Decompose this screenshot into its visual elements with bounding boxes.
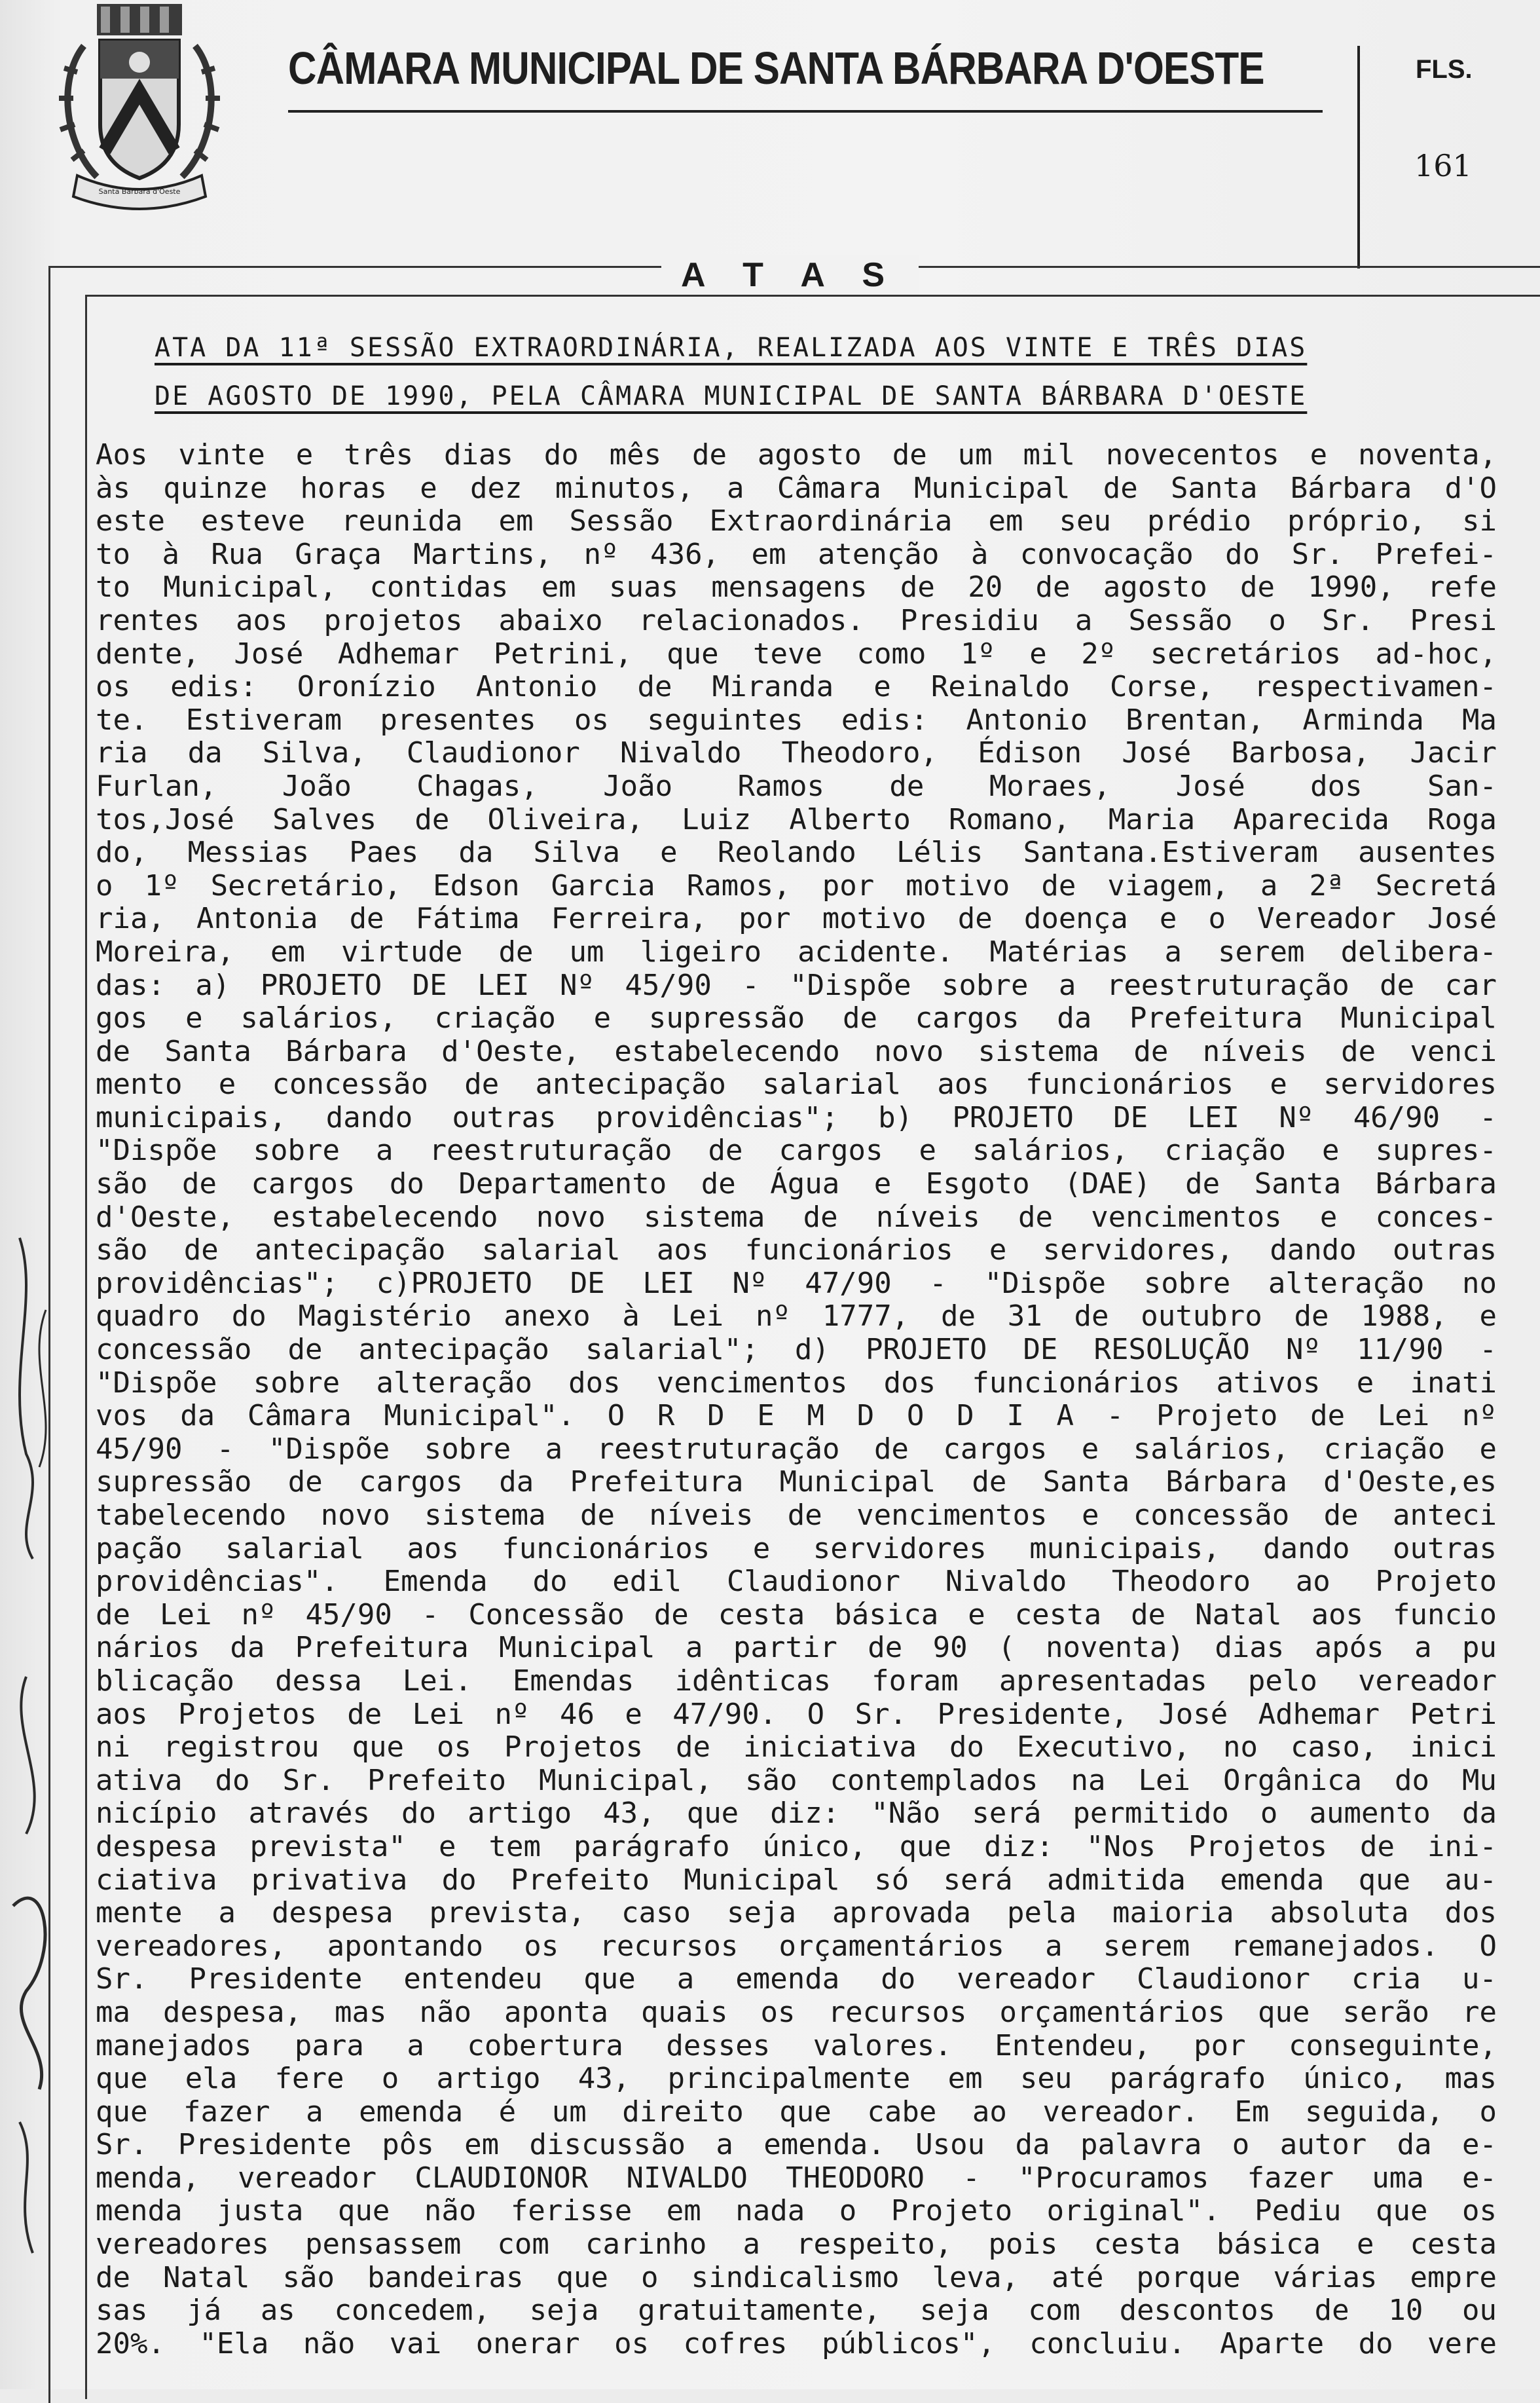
minutes-line: rentes aos projetos abaixo relacionados. Presidiu a Sessão o Sr. Presi — [96, 603, 1497, 637]
minutes-line: ma despesa, mas não aponta quais os recursos orçamentários que serão re — [96, 1995, 1497, 2029]
minutes-line: aos Projetos de Lei nº 46 e 47/90. O Sr. Presidente, José Adhemar Petri — [96, 1697, 1497, 1731]
headline-line-2: DE AGOSTO DE 1990, PELA CÂMARA MUNICIPAL DE SANTA BÁRBARA D'OESTE — [155, 381, 1308, 411]
minutes-line: menda, vereador CLAUDIONOR NIVALDO THEODORO - "Procuramos fazer uma e- — [96, 2161, 1497, 2195]
minutes-line: nários da Prefeitura Municipal a partir de 90 ( noventa) dias após a pu — [96, 1631, 1497, 1665]
minutes-line: ria, Antonia de Fátima Ferreira, por motivo de doença e o Vereador José — [96, 902, 1497, 936]
minutes-line: mento e concessão de antecipação salarial aos funcionários e servidores — [96, 1068, 1497, 1102]
minutes-line: to à Rua Graça Martins, nº 436, em atenção à convocação do Sr. Prefei- — [96, 537, 1497, 571]
svg-text:Santa Bárbara d'Oeste: Santa Bárbara d'Oeste — [98, 187, 181, 196]
section-label: A T A S — [661, 255, 919, 295]
minutes-line: nicípio através do artigo 43, que diz: "Não será permitido o aumento da — [96, 1797, 1497, 1831]
minutes-line: de Natal são bandeiras que o sindicalismo leva, até porque várias empre — [96, 2260, 1497, 2294]
minutes-line: ciativa privativa do Prefeito Municipal só será admitida emenda que au- — [96, 1863, 1497, 1897]
minutes-line: tos,José Salves de Oliveira, Luiz Alberto Romano, Maria Aparecida Roga — [96, 802, 1497, 836]
minutes-line: às quinze horas e dez minutos, a Câmara Municipal de Santa Bárbara d'O — [96, 471, 1497, 505]
minutes-line: que ela fere o artigo 43, principalmente em seu parágrafo único, mas — [96, 2062, 1497, 2096]
minutes-line: quadro do Magistério anexo à Lei nº 1777, de 31 de outubro de 1988, e — [96, 1299, 1497, 1333]
minutes-line: blicação dessa Lei. Emendas idênticas foram apresentadas pelo vereador — [96, 1664, 1497, 1698]
minutes-line: ria da Silva, Claudionor Nivaldo Theodoro, Édison José Barbosa, Jacir — [96, 736, 1497, 770]
minutes-line: tabelecendo novo sistema de níveis de vencimentos e concessão de anteci — [96, 1499, 1497, 1532]
minutes-line: são de antecipação salarial aos funcionários e servidores, dando outras — [96, 1233, 1497, 1267]
minutes-line: ni registrou que os Projetos de iniciativa do Executivo, no caso, inici — [96, 1730, 1497, 1764]
minutes-line: do, Messias Paes da Silva e Reolando Lélis Santana.Estiveram ausentes — [96, 836, 1497, 870]
chamber-name: CÂMARA MUNICIPAL DE SANTA BÁRBARA D'OESTE — [288, 43, 1264, 94]
minutes-line: mente a despesa prevista, caso seja aprovada pela maioria absoluta dos — [96, 1896, 1497, 1930]
margin-initials-signature — [0, 1218, 79, 2279]
minutes-line: das: a) PROJETO DE LEI Nº 45/90 - "Dispõe sobre a reestruturação de car — [96, 968, 1497, 1002]
minutes-line: concessão de antecipação salarial"; d) PROJETO DE RESOLUÇÃO Nº 11/90 - — [96, 1333, 1497, 1367]
minutes-line: dente, José Adhemar Petrini, que teve como 1º e 2º secretários ad-hoc, — [96, 637, 1497, 671]
minutes-line: de Lei nº 45/90 - Concessão de cesta básica e cesta de Natal aos funcio — [96, 1597, 1497, 1631]
minutes-line: vereadores, apontando os recursos orçamentários a serem remanejados. O — [96, 1929, 1497, 1963]
minutes-body — [96, 439, 1497, 2360]
minutes-line: Sr. Presidente entendeu que a emenda do vereador Claudionor cria u- — [96, 1962, 1497, 1996]
minutes-line: te. Estiveram presentes os seguintes edis: Antonio Brentan, Arminda Ma — [96, 703, 1497, 737]
fls-label: FLS. — [1416, 55, 1473, 84]
minutes-line: Moreira, em virtude de um ligeiro acidente. Matérias a serem delibera- — [96, 935, 1497, 969]
minutes-line: sas já as concedem, seja gratuitamente, seja com descontos de 10 ou — [96, 2294, 1497, 2328]
minutes-line: providências". Emenda do edil Claudionor Nivaldo Theodoro ao Projeto — [96, 1565, 1497, 1599]
minutes-line: são de cargos do Departamento de Água e Esgoto (DAE) de Santa Bárbara — [96, 1167, 1497, 1201]
minutes-line: providências"; c)PROJETO DE LEI Nº 47/90 - "Dispõe sobre alteração no — [96, 1266, 1497, 1300]
header-divider — [1357, 46, 1360, 269]
minutes-line: supressão de cargos da Prefeitura Municipal de Santa Bárbara d'Oeste,es — [96, 1465, 1497, 1499]
headline-line-1: ATA DA 11ª SESSÃO EXTRAORDINÁRIA, REALIZADA AOS VINTE E TRÊS DIAS — [155, 333, 1308, 363]
minutes-line: gos e salários, criação e supressão de cargos da Prefeitura Municipal — [96, 1001, 1497, 1035]
minutes-line: Aos vinte e três dias do mês de agosto de um mil novecentos e noventa, — [96, 438, 1497, 472]
minutes-line: despesa prevista" e tem parágrafo único, que diz: "Nos Projetos de ini- — [96, 1829, 1497, 1863]
minutes-line: Sr. Presidente pôs em discussão a emenda. Usou da palavra o autor da e- — [96, 2128, 1497, 2162]
title-underline — [288, 110, 1323, 113]
minutes-line: os edis: Oronízio Antonio de Miranda e Reinaldo Corse, respectivamen- — [96, 670, 1497, 704]
minutes-line: "Dispõe sobre alteração dos vencimentos dos funcionários ativos e inati — [96, 1366, 1497, 1400]
minutes-line: pação salarial aos funcionários e servidores municipais, dando outras — [96, 1531, 1497, 1565]
minutes-line: Furlan, João Chagas, João Ramos de Moraes, José dos San- — [96, 769, 1497, 803]
folio-number: 161 — [1414, 148, 1472, 183]
minutes-line: municipais, dando outras providências"; b) PROJETO DE LEI Nº 46/90 - — [96, 1100, 1497, 1134]
minutes-line: 45/90 - "Dispõe sobre a reestruturação de cargos e salários, criação e — [96, 1432, 1497, 1466]
minutes-line: manejados para a cobertura desses valores. Entendeu, por conseguinte, — [96, 2028, 1497, 2062]
minutes-line: to Municipal, contidas em suas mensagens de 20 de agosto de 1990, refe — [96, 570, 1497, 605]
minutes-line: o 1º Secretário, Edson Garcia Ramos, por motivo de viagem, a 2ª Secretá — [96, 868, 1497, 903]
minutes-line: de Santa Bárbara d'Oeste, estabelecendo novo sistema de níveis de venci — [96, 1034, 1497, 1068]
minutes-line: que fazer a emenda é um direito que cabe ao vereador. Em seguida, o — [96, 2095, 1497, 2129]
minutes-line: este esteve reunida em Sessão Extraordinária em seu prédio próprio, si — [96, 504, 1497, 538]
minutes-line: d'Oeste, estabelecendo novo sistema de níveis de vencimentos e conces- — [96, 1200, 1497, 1234]
minutes-line: "Dispõe sobre a reestruturação de cargos e salários, criação e supres- — [96, 1134, 1497, 1168]
minutes-line: menda justa que não ferisse em nada o Projeto original". Pediu que os — [96, 2194, 1497, 2228]
minutes-line: 20%. "Ela não vai onerar os cofres públicos", concluiu. Aparte do vere — [96, 2326, 1497, 2360]
municipal-crest-icon — [58, 0, 221, 216]
minutes-line: vos da Câmara Municipal". O R D E M D O D I A - Projeto de Lei nº — [96, 1399, 1497, 1433]
minutes-line: ativa do Sr. Prefeito Municipal, são contemplados na Lei Orgânica do Mu — [96, 1763, 1497, 1797]
minutes-line: vereadores pensassem com carinho a respeito, pois cesta básica e cesta — [96, 2227, 1497, 2262]
